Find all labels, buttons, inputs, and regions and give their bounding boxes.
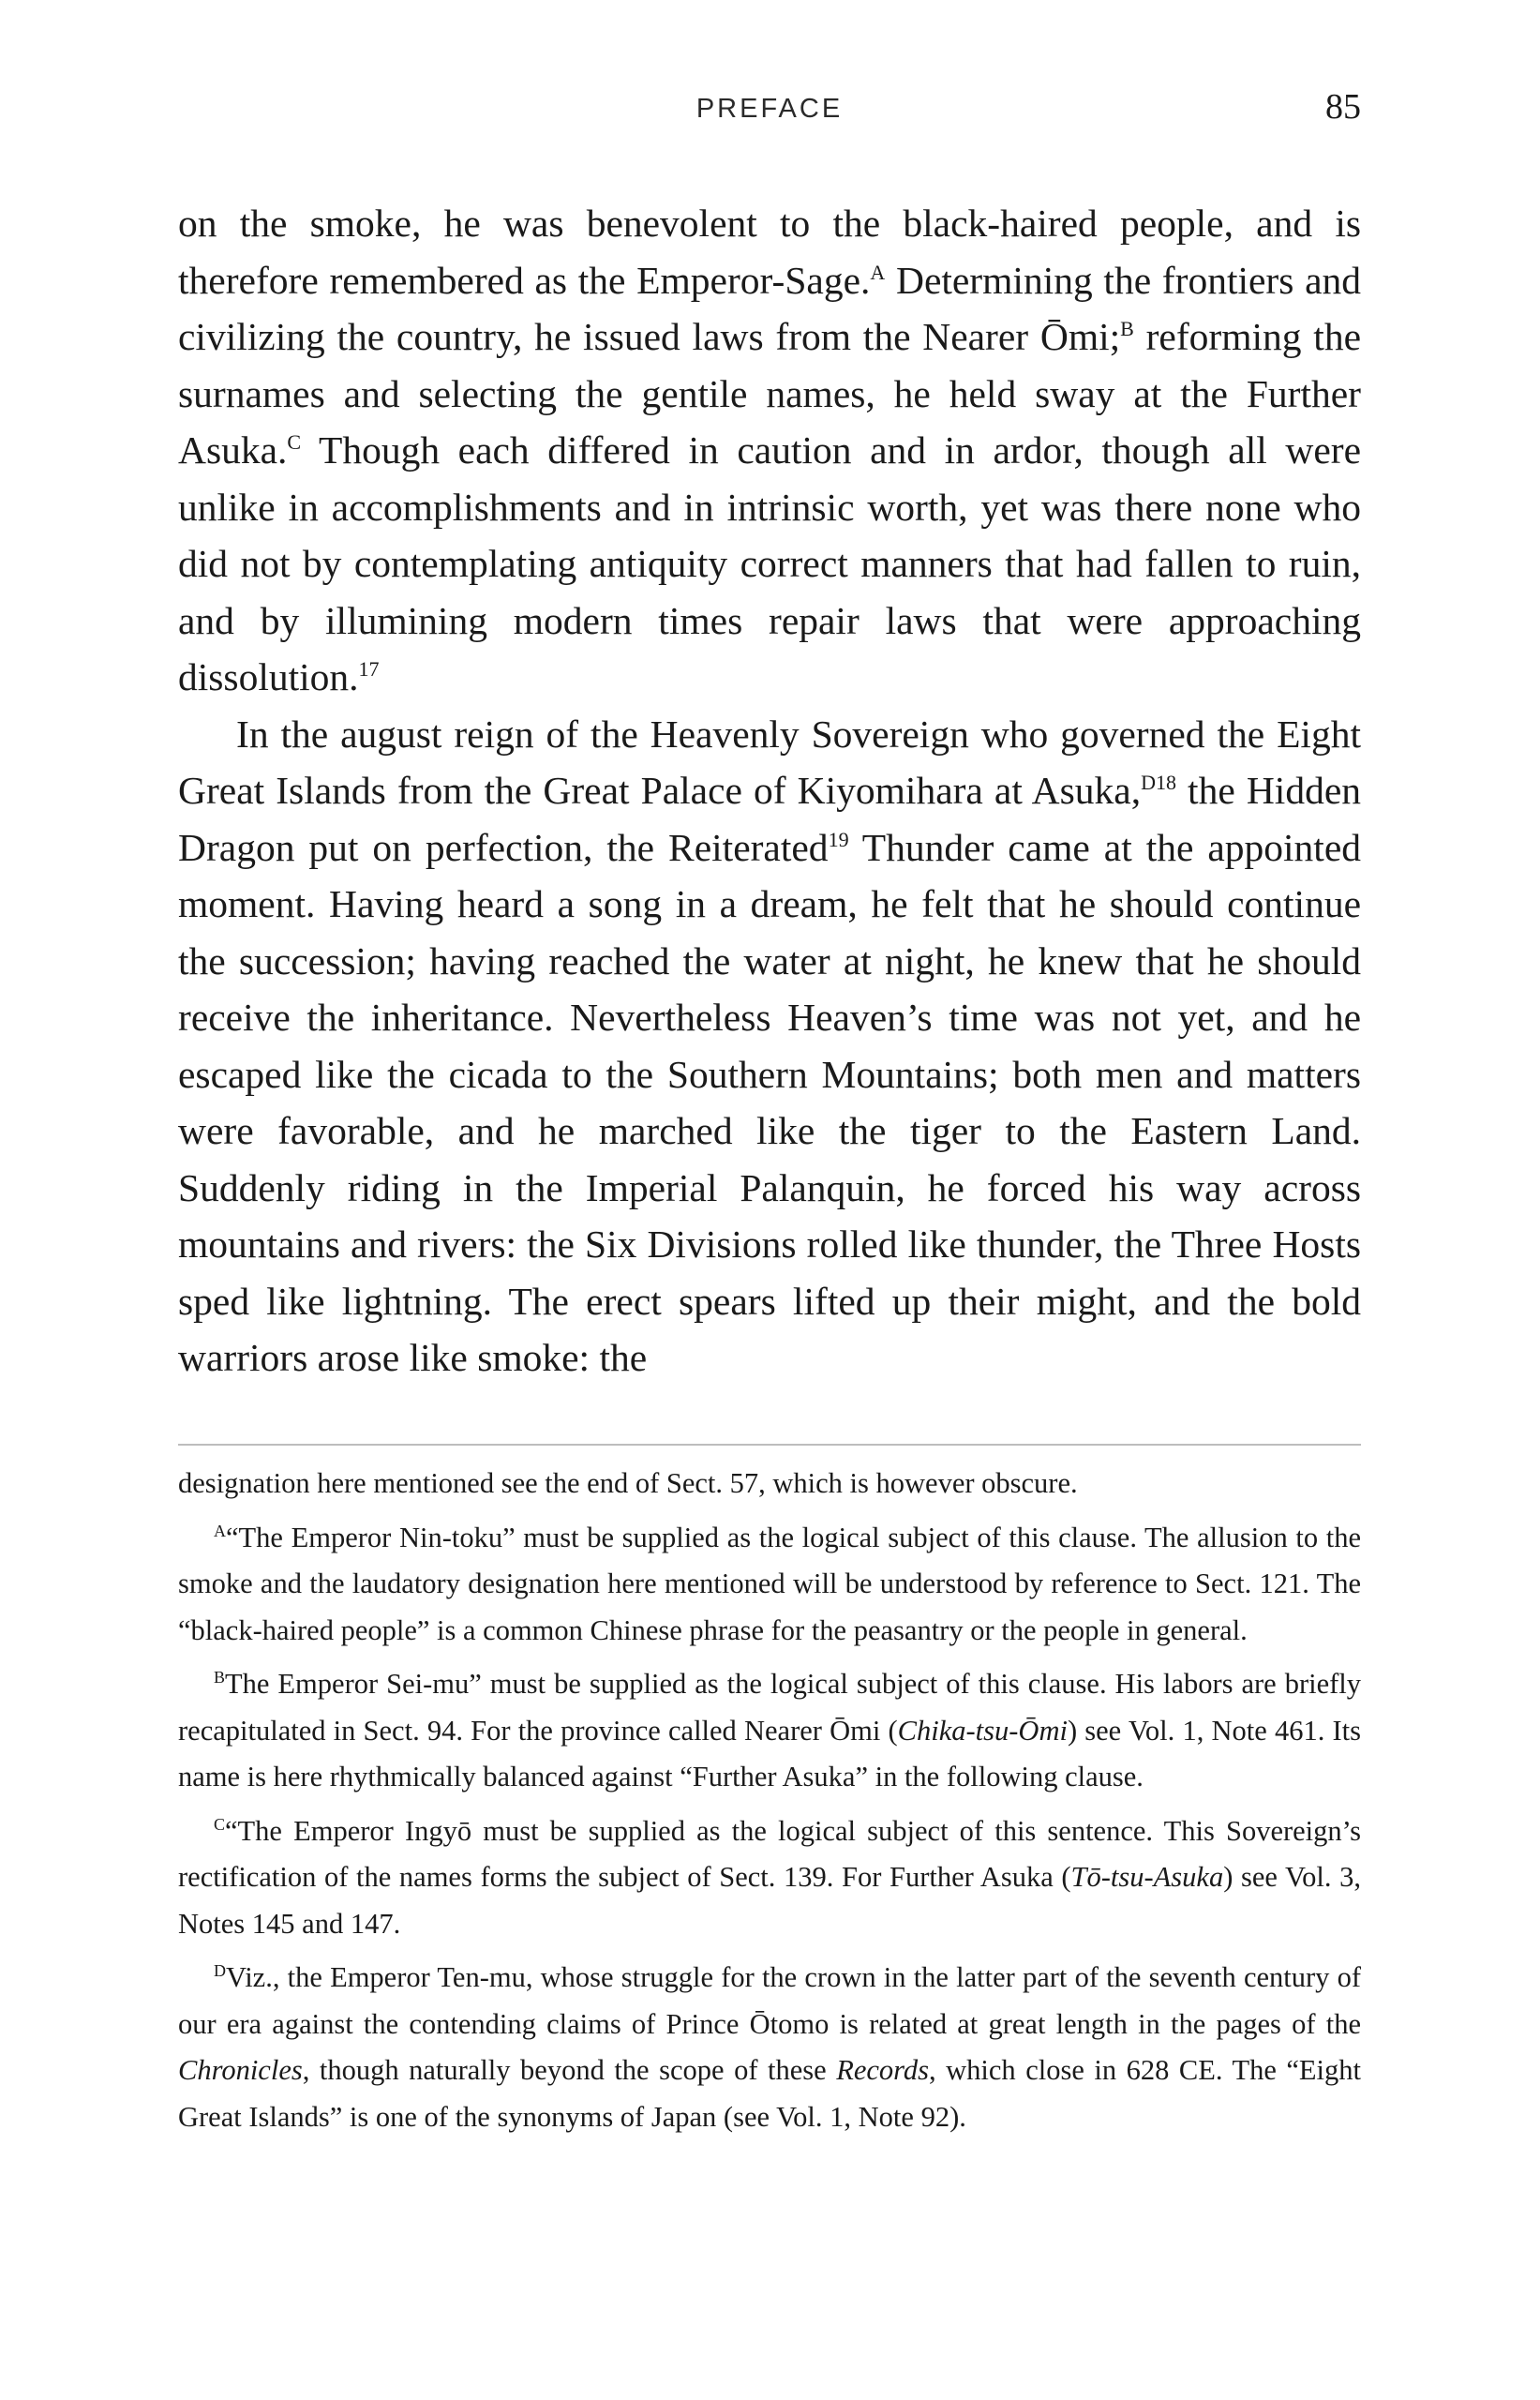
note-reference: B [1120, 317, 1134, 341]
footnote-text: ) see Vol. 3, Notes 145 and 147. [178, 1861, 1361, 1940]
footnote-text: Viz., the Emperor Ten-mu, whose struggle for the crown in the latter part of the seventh century of our era against the contending claims of Prince Ōtomo is related at great length in the pages of the [178, 1961, 1361, 2040]
paragraph-text: Determining the frontiers and civilizing the country, he issued laws from the Nearer Ōmi; [178, 258, 1361, 358]
note-reference: A [870, 260, 886, 284]
footnotes [178, 1461, 1361, 2148]
paragraph-text: on the smoke, he was benevolent to the black-haired people, and is therefore remembered as the Emperor-Sage. [178, 202, 1361, 302]
note-reference: C [287, 430, 302, 455]
paragraph-text: reforming the surnames and selecting the gentile names, he held sway at the Further Asuka. [178, 315, 1361, 472]
footnote-b [178, 1661, 1361, 1801]
running-head: PREFACE [695, 94, 844, 124]
footnote-italic: Records [836, 2054, 929, 2086]
footnote-continuation [178, 1461, 1361, 1508]
footnote-divider [178, 1444, 1361, 1446]
note-reference: 17 [358, 657, 380, 682]
footnote-marker: B [214, 1667, 226, 1687]
footnote-marker: D [214, 1960, 226, 1980]
paragraph-text: the Hidden Dragon put on perfection, the Reiterated [178, 769, 1361, 869]
footnote-text: “The Emperor Nin-toku” must be supplied as the logical subject of this clause. The allusion to the smoke and the laudatory designation here mentioned will be understood by reference to Sect. 121. The “black-haired people” is a common Chinese phrase for the peasantry or the people in general. [178, 1521, 1361, 1646]
footnote-d [178, 1955, 1361, 2140]
page-header [178, 86, 1361, 142]
footnote-text: The Emperor Sei-mu” must be supplied as the logical subject of this clause. His labors are briefly recapitulated in Sect. 94. For the province called Nearer Ōmi ( [178, 1668, 1361, 1747]
paragraph-text: In the august reign of the Heavenly Sovereign who governed the Eight Great Islands from the Great Palace of Kiyomihara at Asuka, [178, 712, 1361, 812]
footnote-italic: Tō-tsu-Asuka [1070, 1861, 1224, 1893]
footnote-a [178, 1515, 1361, 1655]
note-reference: D18 [1141, 771, 1176, 795]
note-reference: 19 [828, 827, 849, 851]
main-text [178, 195, 1361, 1387]
paragraph-2 [178, 706, 1361, 1387]
paragraph-text: Though each differed in caution and in ardor, though all were unlike in accomplishments and in intrinsic worth, yet was there none who did not by contemplating antiquity correct manners that had fallen to ruin, and by illumining modern times repair laws that were approaching dissolution. [178, 428, 1361, 698]
footnote-italic: Chronicles [178, 2054, 303, 2086]
footnote-marker: A [214, 1521, 226, 1540]
paragraph-text: Thunder came at the appointed moment. Having heard a song in a dream, he felt that he should continue the succession; having reached the water at night, he knew that he should receive the inheritance. Nevertheless Heaven’s time was not yet, and he escaped like the cicada to the Southern Mountains; both men and matters were favorable, and he marched like the tiger to the Eastern Land. Suddenly riding in the Imperial Palanquin, he forced his way across mountains and rivers: the Six Divisions rolled like thunder, the Three Hosts sped like lightning. The erect spears lifted up their might, and the bold warriors arose like smoke: the [178, 825, 1361, 1379]
footnote-italic: Chika-tsu-Ōmi [897, 1714, 1068, 1747]
paragraph-1 [178, 195, 1361, 706]
footnote-text: designation here mentioned see the end of Sect. 57, which is however obscure. [178, 1467, 1078, 1499]
footnote-text: ) see Vol. 1, Note 461. Its name is here rhythmically balanced against “Further Asuka” in the following clause. [178, 1714, 1362, 1792]
footnote-c [178, 1808, 1361, 1948]
footnote-marker: C [214, 1814, 226, 1834]
page-number: 85 [1325, 87, 1361, 127]
footnote-text: “The Emperor Ingyō must be supplied as the logical subject of this sentence. This Sovereign’s rectification of the names forms the subject of Sect. 139. For Further Asuka ( [178, 1814, 1361, 1893]
footnote-text: , though naturally beyond the scope of these [302, 2054, 837, 2086]
footnote-text: , which close in 628 CE. The “Eight Great Islands” is one of the synonyms of Japan (see Vol. 1, Note 92). [178, 2054, 1361, 2133]
